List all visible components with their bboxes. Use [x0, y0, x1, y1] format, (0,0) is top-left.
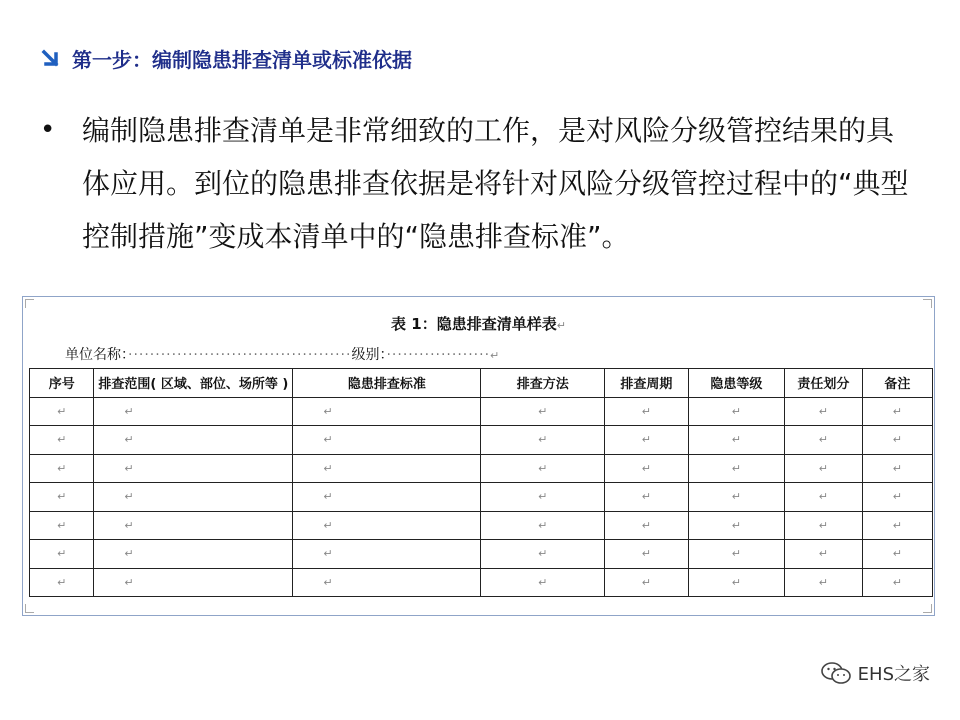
table-cell: ↵	[605, 511, 689, 540]
table-cell: ↵	[784, 454, 862, 483]
table-cell: ↵	[862, 454, 932, 483]
section-heading	[40, 44, 412, 73]
table-cell: ↵	[30, 454, 94, 483]
table-cell: ↵	[293, 426, 481, 455]
table-row	[30, 540, 933, 569]
table-cell: ↵	[688, 397, 784, 426]
table-cell: ↵	[862, 540, 932, 569]
table-cell: ↵	[784, 568, 862, 597]
meta-line	[65, 344, 785, 364]
column-header: 排查方法	[481, 369, 605, 398]
table-cell: ↵	[30, 426, 94, 455]
table-cell: ↵	[481, 568, 605, 597]
dotted-leader: ·········································	[128, 347, 352, 363]
table-cell: ↵	[605, 568, 689, 597]
unit-label: 单位名称：	[65, 347, 128, 363]
table-cell: ↵	[293, 511, 481, 540]
column-header: 排查范围( 区域、部位、场所等 )	[94, 369, 293, 398]
table-cell: ↵	[30, 568, 94, 597]
paragraph-mark: ↵	[490, 349, 500, 362]
column-header: 隐患等级	[688, 369, 784, 398]
paragraph-mark: ↵	[556, 319, 566, 332]
table-cell: ↵	[688, 568, 784, 597]
table-cell: ↵	[30, 511, 94, 540]
table-cell: ↵	[293, 483, 481, 512]
table-cell: ↵	[688, 540, 784, 569]
table-row	[30, 426, 933, 455]
table-cell: ↵	[605, 454, 689, 483]
bullet-dot: •	[40, 115, 56, 145]
level-label: 级别：	[351, 347, 387, 363]
table-cell: ↵	[94, 454, 293, 483]
table-cell: ↵	[293, 568, 481, 597]
table-cell: ↵	[862, 483, 932, 512]
table-cell: ↵	[293, 454, 481, 483]
table-cell: ↵	[605, 483, 689, 512]
column-header: 责任划分	[784, 369, 862, 398]
table-cell: ↵	[605, 426, 689, 455]
table-row	[30, 397, 933, 426]
table-cell: ↵	[30, 483, 94, 512]
table-cell: ↵	[784, 397, 862, 426]
table-cell: ↵	[862, 426, 932, 455]
table-body	[30, 397, 933, 597]
table-cell: ↵	[94, 511, 293, 540]
table-cell: ↵	[293, 397, 481, 426]
table-cell: ↵	[94, 483, 293, 512]
table-cell: ↵	[481, 454, 605, 483]
watermark	[820, 660, 930, 686]
crop-mark	[923, 604, 932, 613]
table-cell: ↵	[481, 426, 605, 455]
watermark-text: EHS之家	[857, 664, 930, 685]
table-cell: ↵	[481, 397, 605, 426]
table-cell: ↵	[481, 483, 605, 512]
table-header-row	[30, 369, 933, 398]
table-cell: ↵	[784, 426, 862, 455]
checklist-table	[29, 368, 933, 597]
table-cell: ↵	[688, 426, 784, 455]
embedded-document	[22, 296, 935, 616]
bullet-paragraph	[40, 104, 920, 263]
crop-mark	[923, 299, 932, 308]
column-header: 隐患排查标准	[293, 369, 481, 398]
table-cell: ↵	[688, 483, 784, 512]
crop-mark	[25, 604, 34, 613]
table-cell: ↵	[862, 568, 932, 597]
table-cell: ↵	[481, 540, 605, 569]
table-cell: ↵	[688, 454, 784, 483]
table-cell: ↵	[481, 511, 605, 540]
column-header: 排查周期	[605, 369, 689, 398]
wechat-icon	[820, 660, 852, 686]
table-row	[30, 511, 933, 540]
table-cell: ↵	[94, 397, 293, 426]
arrow-down-right-icon	[40, 48, 62, 70]
table-cell: ↵	[784, 540, 862, 569]
table-row	[30, 454, 933, 483]
table-title	[23, 313, 934, 334]
table-cell: ↵	[30, 397, 94, 426]
table-cell: ↵	[862, 397, 932, 426]
table-cell: ↵	[94, 540, 293, 569]
table-cell: ↵	[688, 511, 784, 540]
table-title-text: 表 1：隐患排查清单样表	[391, 315, 557, 333]
table-row	[30, 568, 933, 597]
table-cell: ↵	[293, 540, 481, 569]
table-row	[30, 483, 933, 512]
table-cell: ↵	[862, 511, 932, 540]
dotted-leader: ···················	[386, 347, 491, 363]
table-cell: ↵	[605, 540, 689, 569]
column-header: 序号	[30, 369, 94, 398]
heading-text: 第一步：编制隐患排查清单或标准依据	[72, 48, 412, 72]
table-cell: ↵	[30, 540, 94, 569]
crop-mark	[25, 299, 34, 308]
table-cell: ↵	[94, 568, 293, 597]
bullet-text: 编制隐患排查清单是非常细致的工作，是对风险分级管控结果的具体应用。到位的隐患排查依据是将针对风险分级管控过程中的“典型控制措施”变成本清单中的“隐患排查标准”。	[82, 114, 909, 253]
table-cell: ↵	[94, 426, 293, 455]
table-cell: ↵	[784, 483, 862, 512]
table-cell: ↵	[605, 397, 689, 426]
table-cell: ↵	[784, 511, 862, 540]
column-header: 备注	[862, 369, 932, 398]
